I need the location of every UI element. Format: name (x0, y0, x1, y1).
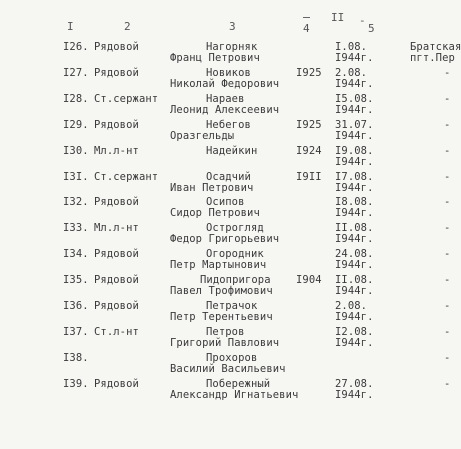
record-rank: Рядовой (94, 377, 139, 390)
record-given-names: Александр Игнатьевич (170, 388, 299, 401)
record-date: I8.08. (335, 196, 374, 209)
record-rank: Ст.л-нт (94, 325, 139, 338)
record-given-names: Франц Петрович (170, 52, 260, 64)
record-year: I944г. (335, 285, 374, 298)
record-number: I37. (63, 325, 89, 338)
record-number: I36. (63, 300, 89, 312)
record-burial-place: - (444, 196, 451, 209)
record-burial-place: - (444, 377, 451, 390)
record-date: I7.08. (335, 170, 374, 183)
record-number: I29. (63, 118, 89, 131)
record-rank: Ст.сержант (94, 92, 159, 105)
record-number: I26. (63, 41, 89, 53)
record-rank: Рядовой (94, 118, 139, 131)
record-surname: Осипов (206, 196, 245, 209)
record-surname: Надейкин (206, 144, 258, 157)
col-header-5: 5 (368, 22, 375, 35)
record-burial-place: - (444, 66, 451, 79)
record-burial-place: - (444, 248, 451, 261)
record-given-names: Петр Мартынович (170, 259, 267, 272)
record-burial-place: - (444, 118, 451, 131)
record-surname: Нагорняк (206, 41, 258, 53)
record-rank: Рядовой (94, 248, 139, 261)
record-surname: Петров (206, 325, 245, 338)
record-date: I.08. (335, 41, 368, 53)
record-given-names: Иван Петрович (170, 181, 254, 194)
record-surname: Огородник (206, 248, 264, 261)
record-date: 2.08. (335, 66, 368, 79)
record-burial-place: - (444, 92, 451, 105)
record-surname: Осадчий (206, 170, 251, 183)
record-surname: Новиков (206, 66, 251, 79)
record-rank: Рядовой (94, 196, 139, 209)
record-date: 24.08. (335, 248, 374, 261)
record-year: I944г. (335, 181, 374, 194)
record-birth-year: I904 (296, 274, 322, 287)
record-date: I2.08. (335, 325, 374, 338)
col-header-dash: - (359, 14, 366, 27)
record-year: I944г. (335, 207, 374, 220)
record-date: 31.07. (335, 118, 374, 131)
record-given-names: Сидор Петрович (170, 207, 260, 220)
record-birth-year: I925 (296, 118, 322, 131)
record-surname: Побережный (206, 377, 271, 390)
record-rank: Рядовой (94, 300, 139, 312)
col-header-4: 4 (303, 22, 310, 35)
record-burial-place: - (444, 144, 451, 157)
record-given-names: Григорий Павлович (170, 336, 280, 349)
record-burial-place: - (444, 274, 451, 287)
record-rank: Рядовой (94, 274, 139, 287)
record-rank: Рядовой (94, 41, 139, 53)
record-date: I9.08. (335, 144, 374, 157)
record-burial-place: - (444, 222, 451, 235)
record-given-names: Павел Трофимович (170, 285, 273, 298)
record-date: I5.08. (335, 92, 374, 105)
record-burial-place: Братская (410, 41, 461, 53)
col-header-ii: II (331, 11, 345, 24)
record-year: I944г. (335, 259, 374, 272)
record-surname: Острогляд (206, 222, 264, 235)
record-birth-year: I924 (296, 144, 322, 157)
record-surname: Нараев (206, 92, 245, 105)
record-date: 2.08. (335, 300, 368, 312)
record-number: I3I. (63, 170, 89, 183)
record-rank: Мл.л-нт (94, 222, 139, 235)
record-year: I944г. (335, 233, 374, 246)
record-number: I27. (63, 66, 89, 79)
col-header-4-overline (303, 17, 310, 18)
record-given-names: Николай Федорович (170, 77, 280, 90)
record-year: I944г. (335, 52, 374, 64)
record-year: I944г. (335, 336, 374, 349)
record-number: I32. (63, 196, 89, 209)
col-header-3: 3 (229, 20, 236, 33)
record-surname: Пидопригора (200, 274, 271, 287)
record-rank: Мл.л-нт (94, 144, 139, 157)
record-year: I944г. (335, 129, 374, 142)
record-given-names: Василий Васильевич (170, 362, 286, 375)
record-rank: Ст.сержант (94, 170, 159, 183)
record-year: I944г. (335, 77, 374, 90)
record-rank: Рядовой (94, 66, 139, 79)
record-number: I38. (63, 351, 89, 364)
record-given-names: Федор Григорьевич (170, 233, 280, 246)
record-burial-place-2: пгт.Пер (410, 52, 455, 64)
record-date: 27.08. (335, 377, 374, 390)
record-birth-year: I925 (296, 66, 322, 79)
record-date: II.08. (335, 274, 374, 287)
record-year: I944г. (335, 311, 374, 323)
col-header-1: I (67, 20, 74, 33)
record-burial-place: - (444, 170, 451, 183)
record-given-names: Леонид Алексеевич (170, 103, 280, 116)
record-number: I35. (63, 274, 89, 287)
col-header-2: 2 (124, 20, 131, 33)
record-number: I34. (63, 248, 89, 261)
record-burial-place: - (444, 351, 451, 364)
record-number: I39. (63, 377, 89, 390)
record-year: I944г. (335, 155, 374, 168)
record-year: I944г. (335, 388, 374, 401)
record-birth-year: I9II (296, 170, 322, 183)
record-surname: Прохоров (206, 351, 258, 364)
record-surname: Небегов (206, 118, 251, 131)
record-year: I944г. (335, 103, 374, 116)
record-burial-place: - (444, 300, 451, 312)
record-given-names: Оразгельды (170, 129, 235, 142)
record-given-names: Петр Терентьевич (170, 311, 273, 323)
record-date: II.08. (335, 222, 374, 235)
record-number: I28. (63, 92, 89, 105)
record-number: I30. (63, 144, 89, 157)
record-surname: Петрачок (206, 300, 258, 312)
record-burial-place: - (444, 325, 451, 338)
record-number: I33. (63, 222, 89, 235)
